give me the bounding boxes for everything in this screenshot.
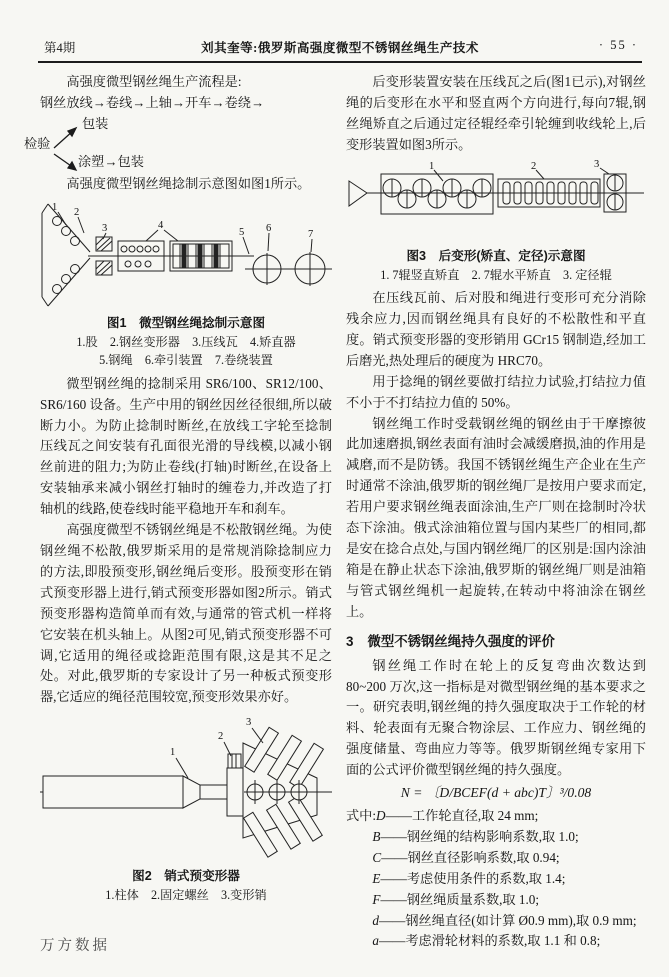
header-rule — [38, 61, 642, 63]
fig3-label-1: 1 — [429, 160, 435, 172]
fig2-label-3: 3 — [246, 717, 252, 729]
flow-node-coat-pack: 涂塑→包装 — [78, 153, 144, 169]
definition-F: F——钢丝绳质量系数,取 1.0; — [372, 891, 540, 907]
figure2-pin-predeformer — [40, 712, 332, 864]
definition-B: B——钢丝绳的结构影响系数,取 1.0; — [372, 828, 579, 844]
fig1-label-1: 1 — [52, 201, 58, 213]
fig1-label-5: 5 — [239, 226, 245, 238]
issue-label: 第4期 — [44, 41, 76, 55]
paragraph-durability: 钢丝绳工作时在轮上的反复弯曲次数达到 80~200 万次,这一指标是对微型钢丝绳的基本要求之一。研究表明,钢丝绳的持久强度取决于工作轮的材料、轮表面有无聚合物涂层、工作应力、钢丝绳的强度储量、弯曲应力等等。俄罗斯钢丝绳专家用下面的公式评价微型钢丝绳的持久强度。 — [346, 657, 646, 778]
paragraph-oiling: 钢丝绳工作时受载钢丝绳的钢丝由于干摩擦彼此加速磨损,钢丝表面有油时会减缓磨损,油的作用是减磨,而不是防锈。我国不锈钢丝绳生产企业在生产时通常不涂油,俄罗斯的钢丝绳厂是按用户要求而定,若用户要求钢丝绳表面涂油,生产厂则在捻制时冷状态下涂油。俄式涂油箱位置与国内某些厂的相同,都是安在捻合点处,与国内钢丝绳厂的区别是:国内涂油箱是在静止状态下涂油,俄罗斯的钢丝绳厂则是油箱与管式钢丝绳机一起旋转,在转动中将油涂在钢丝上。 — [346, 415, 646, 619]
flow-node-inspect: 检验 — [24, 135, 51, 151]
definition-d: d——钢丝绳直径(如计算 Ø0.9 mm),取 0.9 mm; — [372, 912, 637, 928]
figure3-legend: 1. 7辊竖直矫直 2. 7辊水平矫直 3. 定径辊 — [380, 267, 612, 282]
figure1-twisting-schematic — [40, 199, 332, 311]
fig2-label-1: 1 — [170, 747, 176, 759]
wanfang-watermark: 万方数据 — [40, 938, 110, 954]
page-number: · 55 · — [598, 38, 638, 52]
fig3-label-3: 3 — [594, 159, 600, 170]
section3-title: 微型不锈钢丝绳持久强度的评价 — [367, 633, 555, 649]
definition-a: a——考虑滑轮材料的系数,取 1.1 和 0.8; — [372, 933, 601, 949]
definition-C: C——钢丝直径影响系数,取 0.94; — [372, 849, 560, 865]
figure1-caption: 图1 微型钢丝绳捻制示意图 — [106, 315, 266, 330]
paragraph-postdeform: 后变形装置安装在压线瓦之后(图1已示),对钢丝绳的后变形在水平和竖直两个方向进行,每向7辊,钢丝绳矫直之后通过定径辊经牵引轮缠到收线轮上,后变形装置如图3所示。 — [346, 74, 646, 152]
paragraph-predeformer: 高强度微型不锈钢丝绳是不松散钢丝绳。为使钢丝绳不松散,俄罗斯采用的是常规消除捻制应力的方法,即股预变形,钢丝绳后变形。股预变形在销式预变形器上进行,销式预变形器如图2所示。销式预变形器构造简单而有效,与通常的管式机一样将它安装在机头轴上。从图2可见,销式预变形器不可调,它适用的绳径或捻距范围有限,这是其不足之处。对此,俄罗斯的专家设计了另一种板式预变形器,它适应的绳径范围较宽,预变形效果亦好。 — [40, 522, 332, 705]
figure2-legend: 1.柱体 2.固定螺丝 3.变形销 — [105, 888, 267, 903]
fig3-label-2: 2 — [531, 160, 537, 172]
section3-number: 3 — [346, 633, 354, 649]
flow-branch — [24, 115, 332, 174]
flow-node-pack-top: 包装 — [82, 115, 109, 131]
fig2-label-2: 2 — [218, 731, 224, 743]
figure2-caption: 图2 销式预变形器 — [132, 869, 240, 884]
paragraph-residual-stress: 在压线瓦前、后对股和绳进行变形可充分消除残余应力,因而钢丝绳具有良好的不松散性和平直度。销式预变形器的变形销用 GCr15 钢制造,经加工后磨光,热处理后的硬度为 HRC70。 — [346, 290, 646, 368]
durability-formula: N = 〔D/BCEF(d + abc)T〕³/0.08 — [400, 785, 592, 801]
fig1-label-4: 4 — [158, 219, 164, 231]
figure3-caption: 图3 后变形(矫直、定径)示意图 — [406, 248, 586, 263]
flow-main-line: 钢丝放线→卷线→上轴→开车→卷绕→ — [40, 94, 265, 110]
paragraph-flow-intro: 高强度微型钢丝绳生产流程是: — [66, 74, 242, 89]
running-title: 刘其奎等:俄罗斯高强度微型不锈钢丝绳生产技术 — [201, 41, 479, 55]
definition-E: E——考虑使用条件的系数,取 1.4; — [372, 870, 566, 886]
figure1-legend-line2: 5.钢绳 6.牵引装置 7.卷绕装置 — [99, 353, 273, 368]
figure3-postdeform-schematic — [346, 160, 647, 244]
paragraph-knot-test: 用于捻绳的钢丝要做打结拉力试验,打结拉力值不小于不打结拉力值的 50%。 — [346, 373, 646, 410]
fig1-label-7: 7 — [308, 228, 314, 240]
section3-heading — [346, 631, 646, 652]
fig1-label-2: 2 — [74, 206, 80, 218]
page-header — [40, 38, 640, 58]
fig1-label-3: 3 — [102, 222, 108, 234]
right-column — [346, 72, 646, 952]
figure1-legend-line1: 1.股 2.钢丝变形器 3.压线瓦 4.矫直器 — [76, 334, 296, 349]
paragraph-fig1-intro: 高强度微型钢丝绳捻制示意图如图1所示。 — [66, 175, 311, 191]
fig1-label-6: 6 — [266, 222, 272, 234]
paragraph-twisting-equipment: 微型钢丝绳的捻制采用 SR6/100、SR12/100、SR6/160 设备。生产中用的钢丝因丝径很细,所以破断力小。为防止捻制时断丝,在放线工字轮至捻制压线瓦之间安装有孔面很光滑的导线模,以减小钢丝前进的阻力;为防止卷线(打轴)时断丝,在设备上安装轴承来减小钢丝打轴时的缠卷力,并改造了打轴机的线路,使卷线时能平稳地开车和刹车。 — [40, 375, 332, 517]
definition-D: 式中:D——工作轮直径,取 24 mm; — [346, 807, 539, 823]
left-column — [24, 72, 332, 905]
